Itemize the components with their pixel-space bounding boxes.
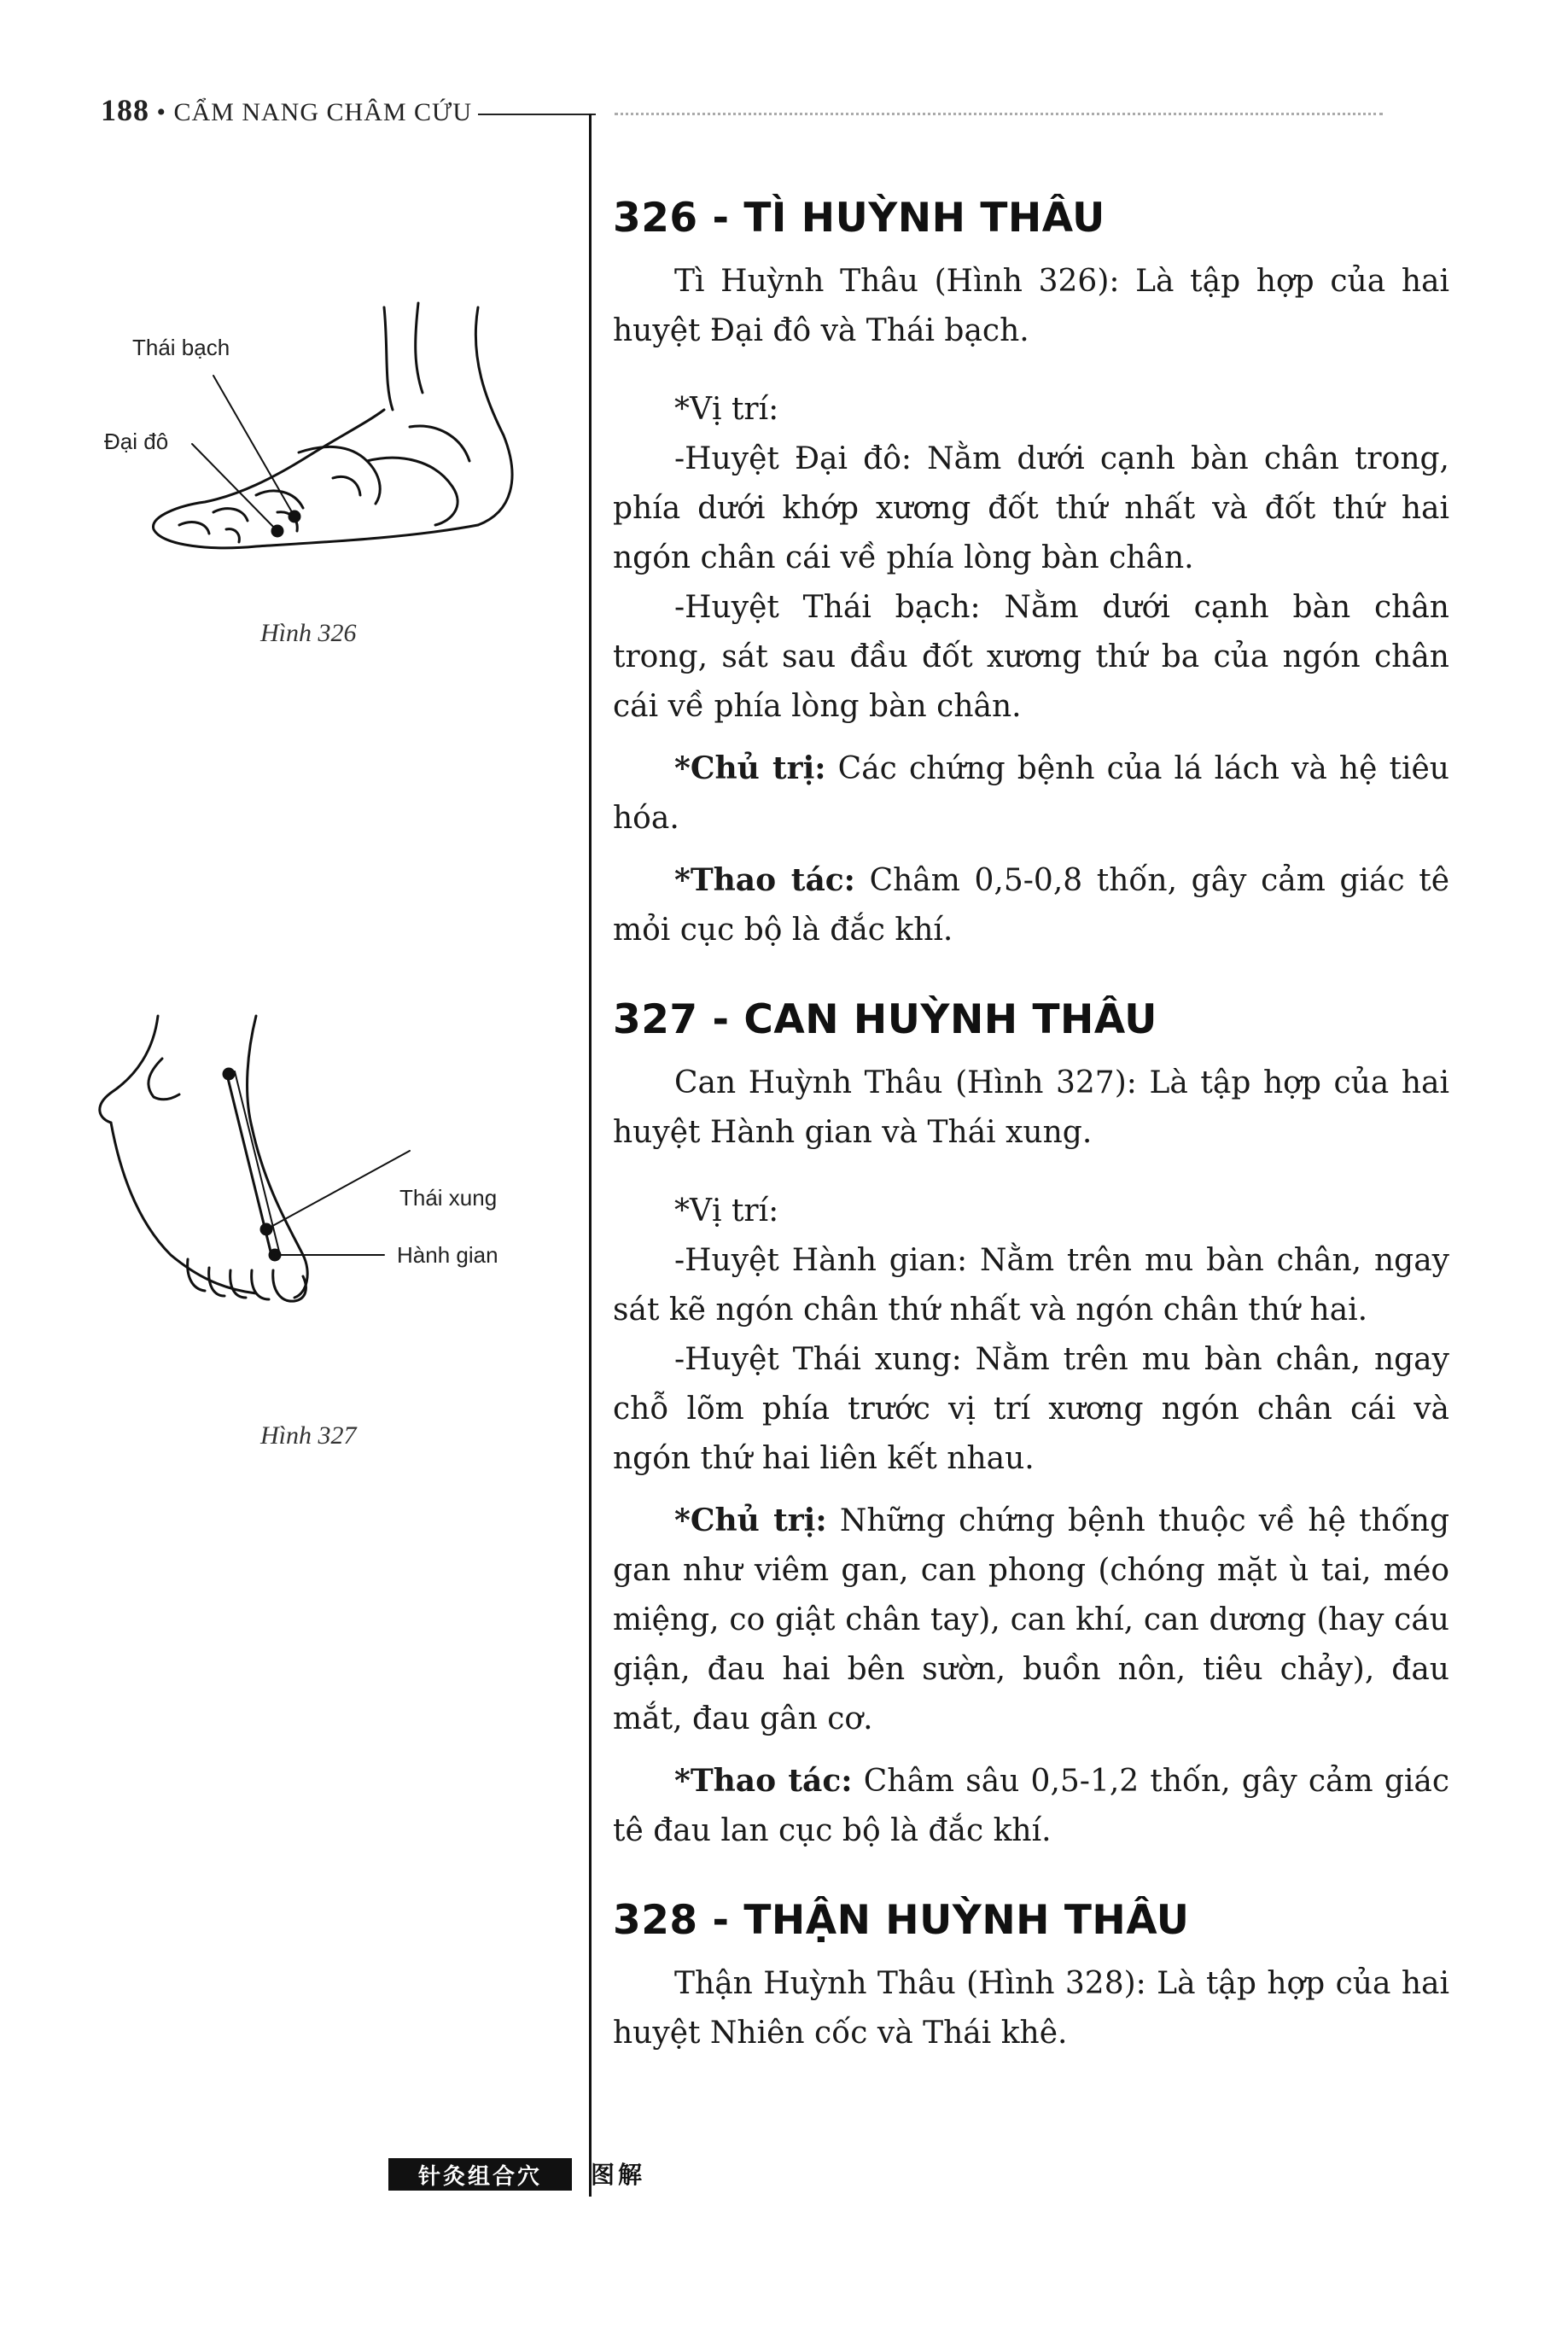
section-328 bbox=[613, 1897, 1449, 2058]
header-rule bbox=[478, 114, 596, 115]
figure-327-caption: Hình 327 bbox=[260, 1421, 357, 1450]
header-dotted-rule bbox=[615, 113, 1383, 115]
section-327-vitri-label: *Vị trí: bbox=[674, 1193, 779, 1228]
section-327 bbox=[613, 996, 1449, 1856]
section-326-point-dai-do: -Huyệt Đại đô: Nằm dưới cạnh bàn chân trong, phía dưới khớp xương đốt thứ nhất và đốt thứ hai ngón chân cái về phía lòng bàn chân. bbox=[613, 441, 1449, 575]
label-thai-bach: Thái bạch bbox=[132, 335, 230, 360]
section-326-thaotac bbox=[613, 855, 1449, 955]
main-text-column bbox=[613, 195, 1449, 2099]
figure-326-caption: Hình 326 bbox=[260, 619, 357, 647]
section-328-title: 328 - THẬN HUỲNH THÂU bbox=[613, 1897, 1190, 1944]
section-327-title: 327 - CAN HUỲNH THÂU bbox=[613, 996, 1157, 1043]
thaotac-label: *Thao tác: bbox=[674, 1763, 853, 1799]
figure-326-foot-illustration bbox=[128, 282, 572, 572]
section-327-intro: Can Huỳnh Thâu (Hình 327): Là tập hợp của hai huyệt Hành gian và Thái xung. bbox=[613, 1065, 1449, 1150]
label-hanh-gian: Hành gian bbox=[397, 1242, 498, 1268]
chutri-label: *Chủ trị: bbox=[674, 750, 826, 786]
page-number: 188 bbox=[101, 93, 149, 127]
figure-327-foot-illustration bbox=[85, 999, 487, 1340]
thaotac-text: Châm 0,5-0,8 thốn, gây cảm giác tê mỏi cục bộ là đắc khí. bbox=[613, 863, 1449, 948]
chutri-text: Các chứng bệnh của lá lách và hệ tiêu hóa. bbox=[613, 751, 1449, 836]
section-327-point-thai-xung: -Huyệt Thái xung: Nằm trên mu bàn chân, ngay chỗ lõm phía trước vị trí xương ngón chân cái và ngón thứ hai liên kết nhau. bbox=[613, 1342, 1449, 1476]
section-326-intro: Tì Huỳnh Thâu (Hình 326): Là tập hợp của hai huyệt Đại đô và Thái bạch. bbox=[613, 264, 1449, 348]
section-327-point-hanh-gian: -Huyệt Hành gian: Nằm trên mu bàn chân, ngay sát kẽ ngón chân thứ nhất và ngón chân thứ hai. bbox=[613, 1243, 1449, 1328]
running-head bbox=[101, 92, 472, 128]
footer-band: 针灸组合穴 bbox=[388, 2158, 572, 2191]
running-head-title: • CẨM NANG CHÂM CỨU bbox=[156, 98, 472, 126]
chutri-text: Những chứng bệnh thuộc về hệ thống gan như viêm gan, can phong (chóng mặt ù tai, méo miệng, co giật chân tay), can khí, can dương (hay cáu giận, đau hai bên sườn, buồn nôn, tiêu chảy), đau mắt, đau gân cơ. bbox=[613, 1503, 1450, 1736]
label-dai-do: Đại đô bbox=[104, 429, 169, 454]
section-327-thaotac bbox=[613, 1756, 1449, 1856]
chutri-label: *Chủ trị: bbox=[674, 1503, 827, 1538]
label-thai-xung: Thái xung bbox=[399, 1185, 498, 1211]
section-326 bbox=[613, 195, 1449, 955]
thaotac-text: Châm sâu 0,5-1,2 thốn, gây cảm giác tê đau lan cục bộ là đắc khí. bbox=[613, 1764, 1449, 1848]
section-327-chutri bbox=[613, 1496, 1449, 1744]
column-divider bbox=[589, 114, 592, 2197]
section-326-vitri-label: *Vị trí: bbox=[674, 392, 779, 427]
section-326-chutri bbox=[613, 744, 1449, 843]
footer-text: 图解 bbox=[591, 2161, 646, 2189]
section-326-title: 326 - TÌ HUỲNH THÂU bbox=[613, 195, 1105, 242]
section-326-point-thai-bach: -Huyệt Thái bạch: Nằm dưới cạnh bàn chân trong, sát sau đầu đốt xương thứ ba của ngón chân cái về phía lòng bàn chân. bbox=[613, 590, 1449, 724]
section-328-intro: Thận Huỳnh Thâu (Hình 328): Là tập hợp của hai huyệt Nhiên cốc và Thái khê. bbox=[613, 1966, 1449, 2051]
thaotac-label: *Thao tác: bbox=[674, 862, 855, 898]
